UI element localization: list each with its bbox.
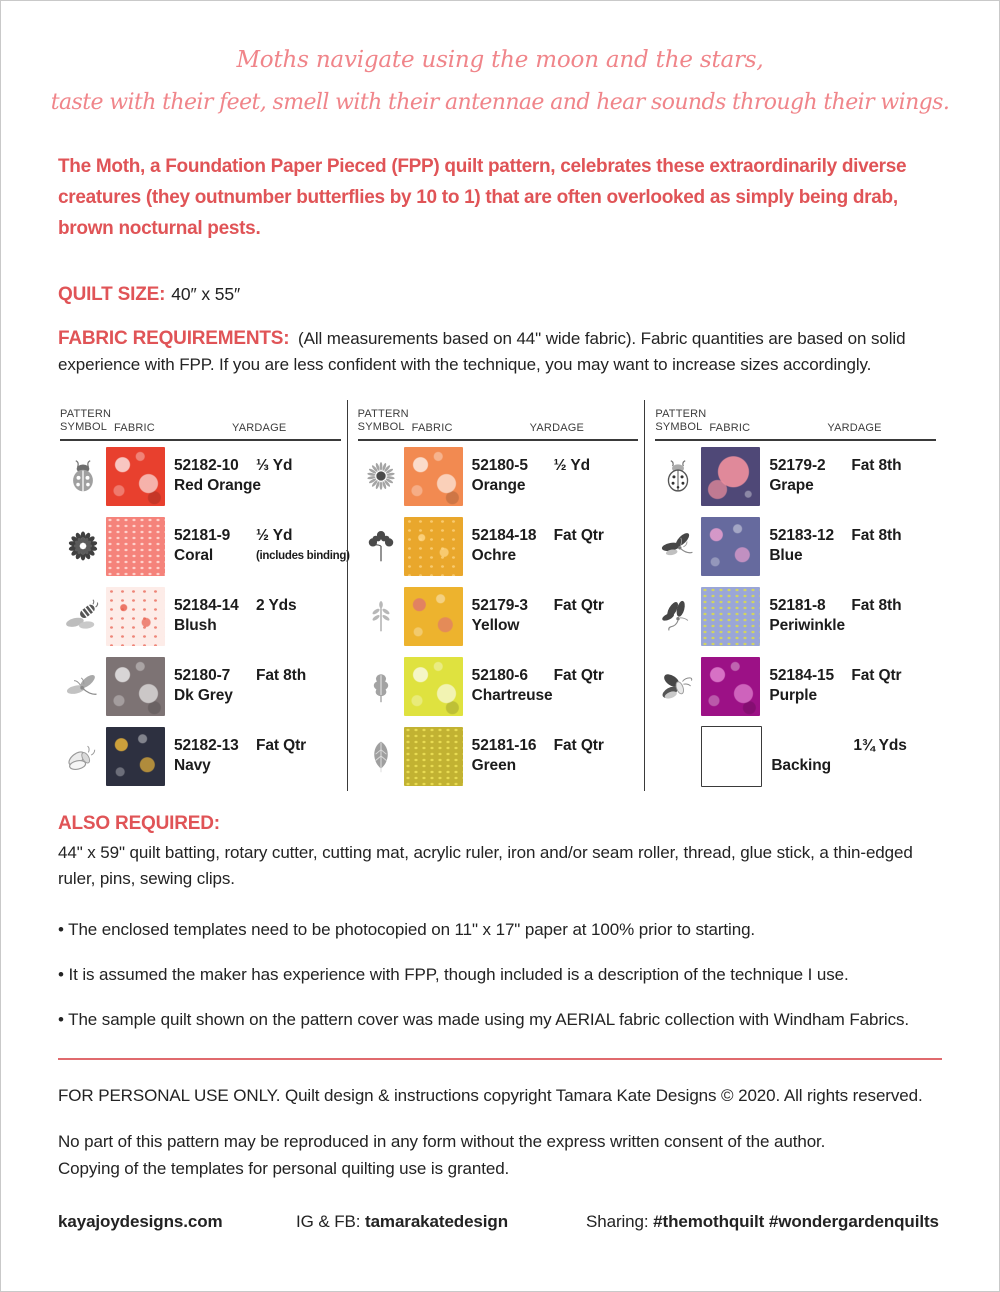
note-fpp-experience: • It is assumed the maker has experience with FPP, though included is a description of the technique I use. <box>58 963 942 987</box>
fabric-row <box>655 441 936 511</box>
pattern-symbol-header: PATTERN SYMBOL <box>60 408 112 433</box>
fabric-swatch-purple <box>701 657 760 716</box>
fabric-code: 52179-3 <box>471 597 528 614</box>
fabric-name: Ochre <box>471 547 516 564</box>
fabric-table-column-3 <box>644 400 942 791</box>
fabric-row <box>655 651 936 721</box>
note-templates: • The enclosed templates need to be photocopied on 11" x 17" paper at 100% prior to starting. <box>58 918 942 942</box>
fabric-yardage: 2 Yds <box>256 597 297 614</box>
fabric-requirements-label: FABRIC REQUIREMENTS: <box>58 328 290 349</box>
fabric-yardage-note <box>851 616 936 636</box>
fabric-name: Chartreuse <box>471 687 553 704</box>
fabric-yardage: Fat Qtr <box>553 667 604 684</box>
fabric-name: Blush <box>174 617 217 634</box>
fabric-row <box>655 721 936 791</box>
fabric-name: Orange <box>471 477 526 494</box>
fabric-yardage-note <box>851 686 936 706</box>
fabric-header: FABRIC <box>411 422 453 434</box>
fabric-table <box>58 400 942 791</box>
fabric-code: 52182-10 <box>174 457 239 474</box>
fabric-yardage-note <box>256 686 341 706</box>
fabric-yardage: ⅓ Yd <box>256 457 293 474</box>
fabric-yardage-note: (includes binding) <box>256 550 350 562</box>
fabric-yardage-note <box>256 476 341 496</box>
fabric-code: 52181-8 <box>769 597 826 614</box>
fabric-row <box>655 511 936 581</box>
fabric-requirements <box>58 326 942 378</box>
fabric-swatch-dk-grey <box>106 657 165 716</box>
dahlia-icon <box>60 528 106 564</box>
fabric-code: 52180-6 <box>471 667 528 684</box>
fabric-code: 52184-15 <box>769 667 835 684</box>
fabric-table-column-2 <box>347 400 645 791</box>
social-label: IG & FB: <box>296 1212 361 1231</box>
fabric-table-header <box>655 400 936 441</box>
fabric-yardage: Fat 8th <box>851 597 902 614</box>
reproduction-notice <box>58 1128 942 1182</box>
fabric-yardage: Fat Qtr <box>553 597 604 614</box>
fabric-name: Coral <box>174 547 214 564</box>
fabric-row <box>358 721 639 791</box>
fabric-swatch-ochre <box>404 517 463 576</box>
yardage-header: YARDAGE <box>827 422 882 434</box>
footer <box>58 1212 942 1232</box>
fabric-code: 52180-7 <box>174 667 231 684</box>
dragonfly-dark2-icon <box>655 598 701 634</box>
oak-leaf-icon <box>358 668 404 704</box>
fabric-name: Blue <box>769 547 803 564</box>
fabric-row <box>60 721 341 791</box>
fabric-swatch-orange <box>404 447 463 506</box>
fabric-swatch-chartreuse <box>404 657 463 716</box>
fabric-header: FABRIC <box>709 422 751 434</box>
fabric-row <box>60 651 341 721</box>
fabric-row <box>358 651 639 721</box>
fabric-yardage-note <box>256 616 341 636</box>
fabric-name: Green <box>471 757 516 774</box>
fabric-code: 52182-13 <box>174 737 239 754</box>
fabric-swatch-navy <box>106 727 165 786</box>
fabric-row <box>60 511 350 581</box>
fabric-yardage-note <box>554 686 639 706</box>
fabric-code: 52180-5 <box>471 457 528 474</box>
fabric-code: 52183-12 <box>769 527 835 544</box>
fabric-row <box>60 581 341 651</box>
website: kayajoydesigns.com <box>58 1212 223 1231</box>
also-required-text: 44" x 59" quilt batting, rotary cutter, cutting mat, acrylic ruler, iron and/or seam roller, thread, glue stick, a thin-edged ruler, pins, sewing clips. <box>58 843 913 888</box>
bee-icon <box>60 598 106 634</box>
fabric-name: Navy <box>174 757 211 774</box>
fabric-yardage-note <box>853 756 936 776</box>
fabric-yardage: Fat Qtr <box>553 737 604 754</box>
fabric-table-header <box>60 400 341 441</box>
fabric-yardage-note <box>851 546 936 566</box>
dragonfly-icon <box>60 668 106 704</box>
fabric-row <box>655 581 936 651</box>
fabric-swatch-backing <box>701 726 762 787</box>
sprig-icon <box>358 598 404 634</box>
sharing-label: Sharing: <box>586 1212 649 1231</box>
fabric-swatch-periwinkle <box>701 587 760 646</box>
social-handle: tamarakatedesign <box>365 1212 508 1231</box>
fabric-swatch-red-orange <box>106 447 165 506</box>
fabric-name: Backing <box>771 757 831 774</box>
fabric-yardage-note <box>554 616 639 636</box>
fabric-yardage-note <box>851 476 936 496</box>
quilt-size-label: QUILT SIZE: <box>58 284 166 305</box>
tagline-line2: taste with their feet, smell with their antennae and hear sounds through their wings. <box>50 90 950 115</box>
fabric-yardage: Fat Qtr <box>851 667 902 684</box>
sunflower-icon <box>358 458 404 494</box>
moth-dark-icon <box>655 668 701 704</box>
fabric-swatch-blush <box>106 587 165 646</box>
fabric-name: Dk Grey <box>174 687 233 704</box>
fabric-row <box>358 511 639 581</box>
fabric-header: FABRIC <box>114 422 155 434</box>
fabric-yardage: ½ Yd <box>256 527 293 544</box>
fabric-yardage: Fat Qtr <box>256 737 307 754</box>
fabric-rows <box>60 441 350 791</box>
fabric-table-header <box>358 400 639 441</box>
birch-leaf-icon <box>358 738 404 774</box>
fabric-name: Periwinkle <box>769 617 846 634</box>
fabric-swatch-grape <box>701 447 760 506</box>
fabric-code: 52181-16 <box>471 737 537 754</box>
fabric-rows <box>358 441 639 791</box>
also-required-label: ALSO REQUIRED: <box>58 813 220 834</box>
fabric-row <box>358 581 639 651</box>
fabric-yardage: Fat Qtr <box>553 527 604 544</box>
moth-facts-tagline <box>38 47 962 115</box>
fabric-code <box>771 736 853 756</box>
sharing-info <box>586 1212 942 1232</box>
fabric-code: 52179-2 <box>769 457 826 474</box>
fabric-yardage: 1¾ Yds <box>853 737 907 754</box>
ladybug-outline-icon <box>655 458 701 494</box>
copyright-line: FOR PERSONAL USE ONLY. Quilt design & instructions copyright Tamara Kate Designs © 2020. All rights reserved. <box>58 1086 923 1105</box>
coral-divider <box>58 1058 942 1060</box>
tagline-line1: Moths navigate using the moon and the stars, <box>236 47 764 73</box>
fabric-swatch-coral <box>106 517 165 576</box>
fabric-yardage: ½ Yd <box>553 457 591 474</box>
fabric-swatch-yellow <box>404 587 463 646</box>
fabric-row <box>60 441 341 511</box>
pattern-symbol-header: PATTERN SYMBOL <box>655 408 707 433</box>
note-sample-quilt: • The sample quilt shown on the pattern cover was made using my AERIAL fabric collection with Windham Fabrics. <box>58 1008 942 1032</box>
fabric-name: Red Orange <box>174 477 261 494</box>
parsley-leaf-icon <box>358 528 404 564</box>
fabric-yardage-note <box>554 476 639 496</box>
fabric-yardage-note <box>256 756 341 776</box>
pattern-intro: The Moth, a Foundation Paper Pieced (FPP) quilt pattern, celebrates these extraordinarily diverse creatures (they outnumber butterflies by 10 to 1) that are often overlooked as simply being drab, brown nocturnal pests. <box>58 156 907 239</box>
fabric-yardage: Fat 8th <box>851 457 902 474</box>
fabric-row <box>358 441 639 511</box>
fabric-rows <box>655 441 936 791</box>
reproduction-line1: No part of this pattern may be reproduced in any form without the express written consent of the author. <box>58 1132 826 1151</box>
fabric-table-column-1 <box>58 400 350 791</box>
social-info <box>296 1212 586 1232</box>
fabric-name: Grape <box>769 477 814 494</box>
fabric-name: Yellow <box>471 617 520 634</box>
dragonfly-dark-icon <box>655 528 701 564</box>
reproduction-line2: Copying of the templates for personal quilting use is granted. <box>58 1159 510 1178</box>
fabric-yardage: Fat 8th <box>256 667 307 684</box>
ladybug-icon <box>60 458 106 494</box>
also-required-section <box>58 813 942 892</box>
quilt-size <box>58 284 942 306</box>
fabric-code: 52184-14 <box>174 597 239 614</box>
quilt-size-value: 40″ x 55″ <box>171 284 241 304</box>
fabric-code: 52181-9 <box>174 527 231 544</box>
fabric-requirements-text: (All measurements based on 44" wide fabric). Fabric quantities are based on solid experience with FPP. If you are less confident with the technique, you may want to increase sizes accordingly. <box>58 329 906 374</box>
pattern-symbol-header: PATTERN SYMBOL <box>357 408 409 433</box>
fabric-yardage: Fat 8th <box>851 527 902 544</box>
moth-outline-icon <box>60 738 106 774</box>
fabric-yardage-note <box>554 756 639 776</box>
fabric-code: 52184-18 <box>471 527 537 544</box>
yardage-header: YARDAGE <box>529 422 585 434</box>
fabric-swatch-green <box>404 727 463 786</box>
sharing-hashtags: #themothquilt #wondergardenquilts <box>653 1212 939 1231</box>
yardage-header: YARDAGE <box>232 422 287 434</box>
fabric-name: Purple <box>769 687 817 704</box>
fabric-swatch-blue <box>701 517 760 576</box>
notes-list <box>58 918 942 1032</box>
fabric-yardage-note <box>554 546 639 566</box>
